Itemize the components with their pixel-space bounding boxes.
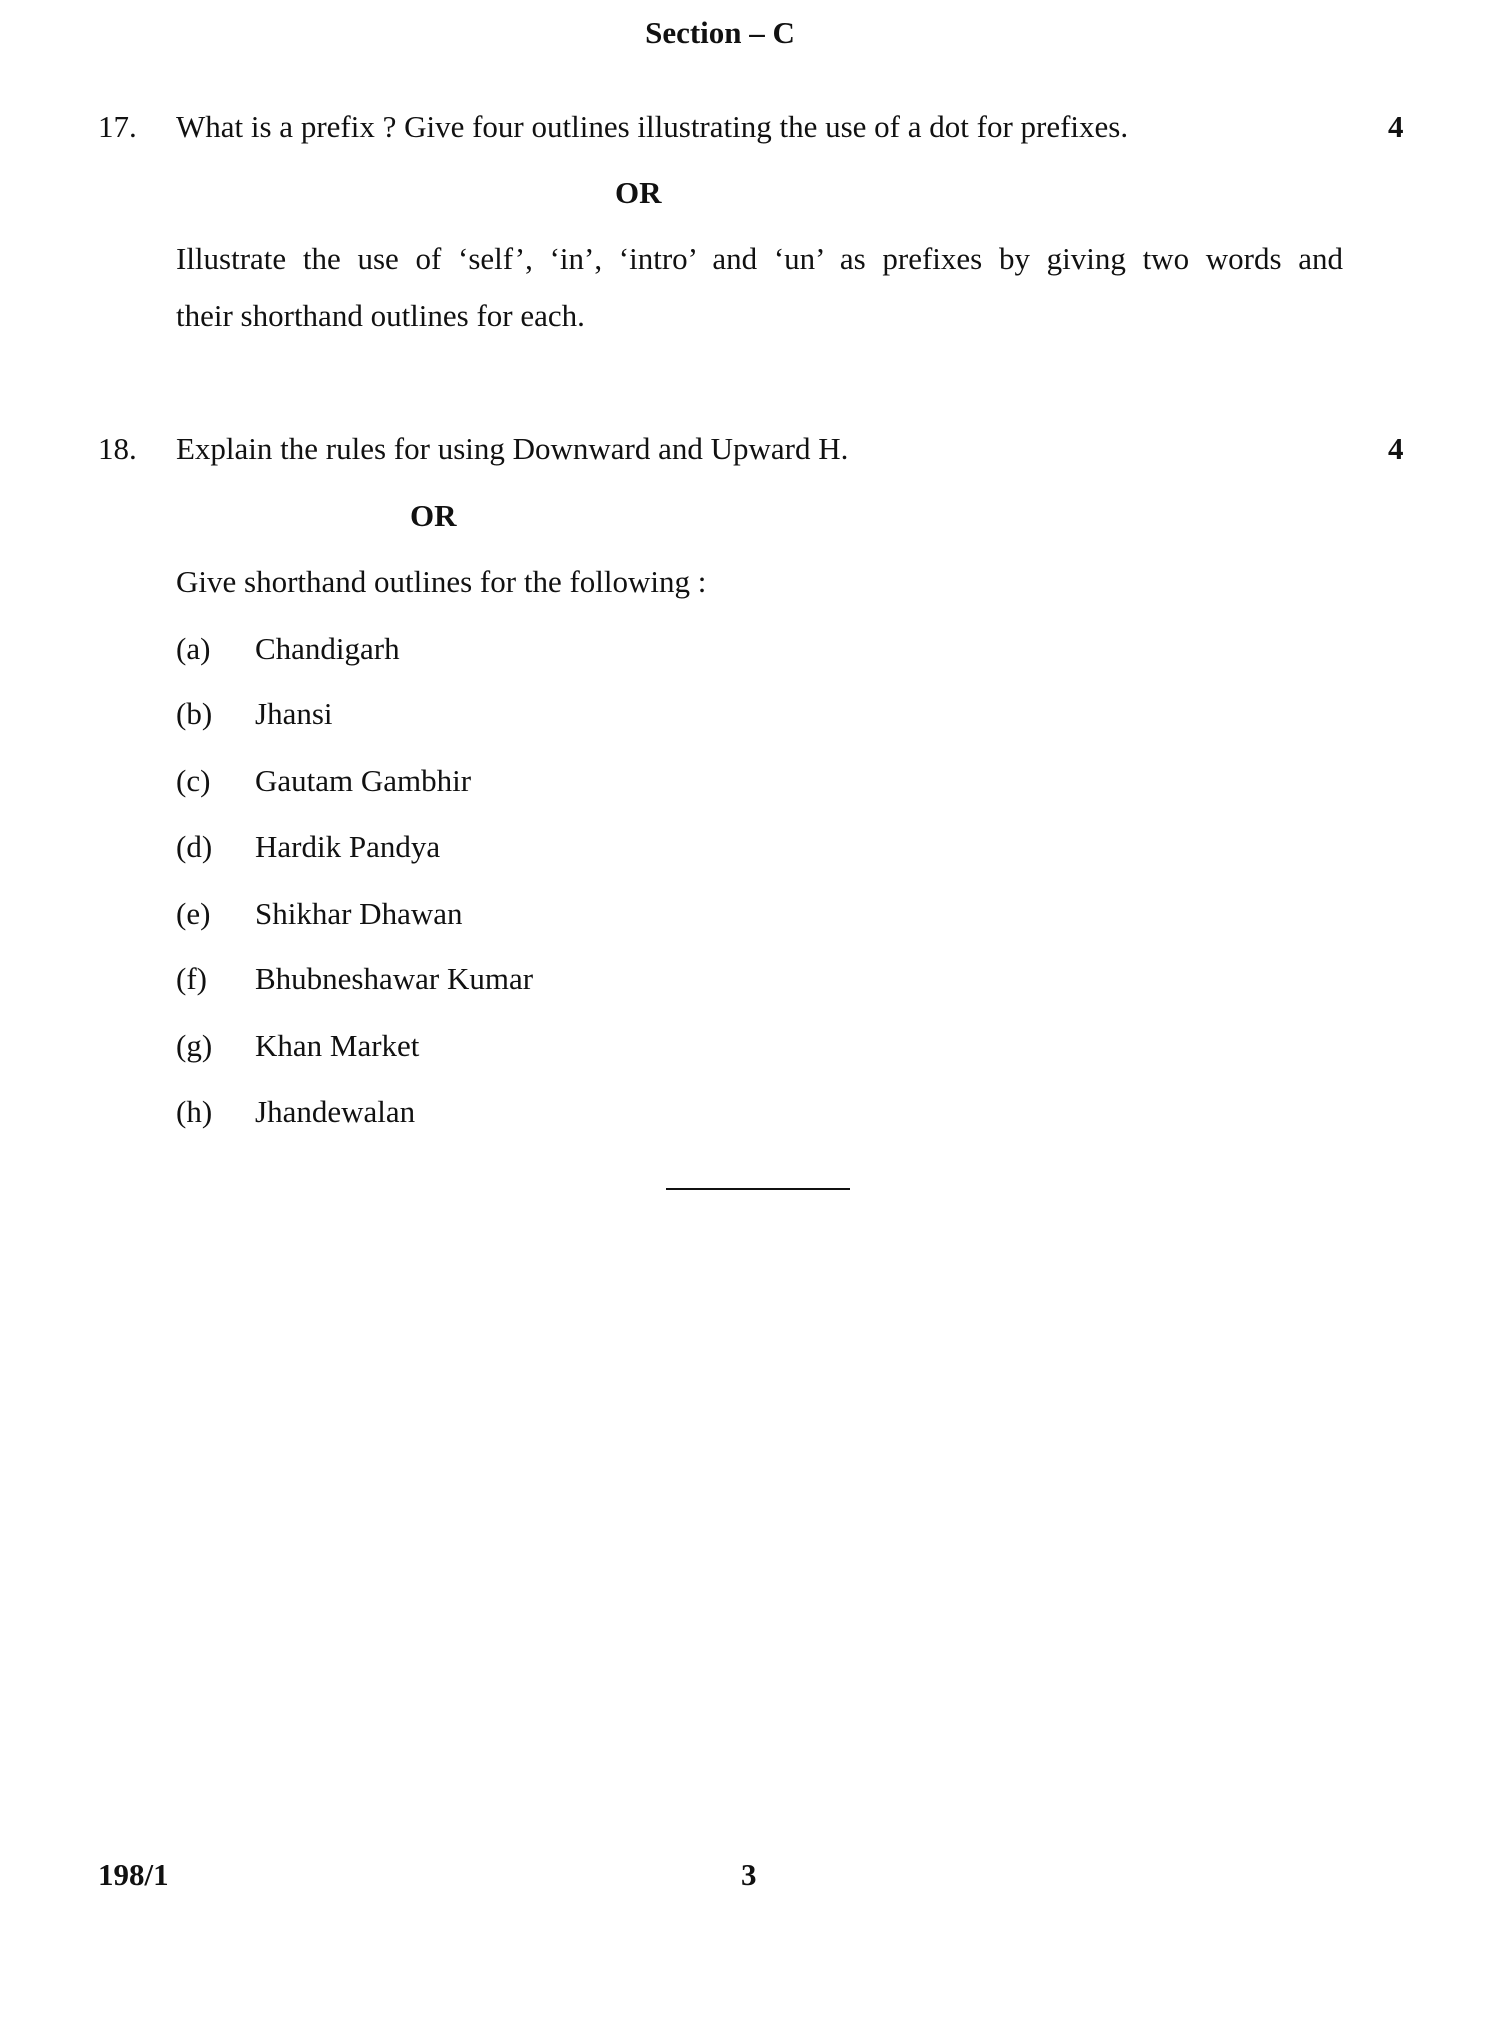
sub-item-text: Bhubneshawar Kumar bbox=[255, 961, 534, 996]
section-title: Section – C bbox=[645, 15, 795, 50]
end-divider bbox=[666, 1188, 850, 1190]
or-label: OR bbox=[615, 175, 662, 210]
paper-code: 198/1 bbox=[98, 1857, 169, 1892]
sub-item-label: (h) bbox=[176, 1094, 213, 1129]
alternative-question-line: their shorthand outlines for each. bbox=[176, 298, 585, 333]
sub-item-text: Jhansi bbox=[255, 696, 333, 731]
question-number: 18. bbox=[98, 431, 137, 466]
or-label: OR bbox=[410, 498, 457, 533]
question-marks: 4 bbox=[1388, 109, 1404, 144]
sub-item-label: (b) bbox=[176, 696, 213, 731]
sub-item-text: Gautam Gambhir bbox=[255, 763, 472, 798]
question-text: What is a prefix ? Give four outlines illustrating the use of a dot for prefixes. bbox=[176, 109, 1129, 144]
alternative-question-text: Give shorthand outlines for the following : bbox=[176, 564, 707, 599]
sub-item-text: Shikhar Dhawan bbox=[255, 896, 463, 931]
question-text: Explain the rules for using Downward and Upward H. bbox=[176, 431, 849, 466]
sub-item-label: (e) bbox=[176, 896, 211, 931]
question-marks: 4 bbox=[1388, 431, 1404, 466]
question-number: 17. bbox=[98, 109, 137, 144]
sub-item-label: (c) bbox=[176, 763, 211, 798]
sub-item-label: (g) bbox=[176, 1028, 213, 1063]
sub-item-label: (f) bbox=[176, 961, 207, 996]
sub-item-text: Chandigarh bbox=[255, 631, 400, 666]
sub-item-label: (a) bbox=[176, 631, 211, 666]
sub-item-label: (d) bbox=[176, 829, 213, 864]
sub-item-text: Hardik Pandya bbox=[255, 829, 441, 864]
page-number: 3 bbox=[741, 1857, 757, 1892]
sub-item-text: Khan Market bbox=[255, 1028, 420, 1063]
alternative-question-line: Illustrate the use of ‘self’, ‘in’, ‘intro’ and ‘un’ as prefixes by giving two words and bbox=[176, 241, 1343, 276]
sub-item-text: Jhandewalan bbox=[255, 1094, 416, 1129]
